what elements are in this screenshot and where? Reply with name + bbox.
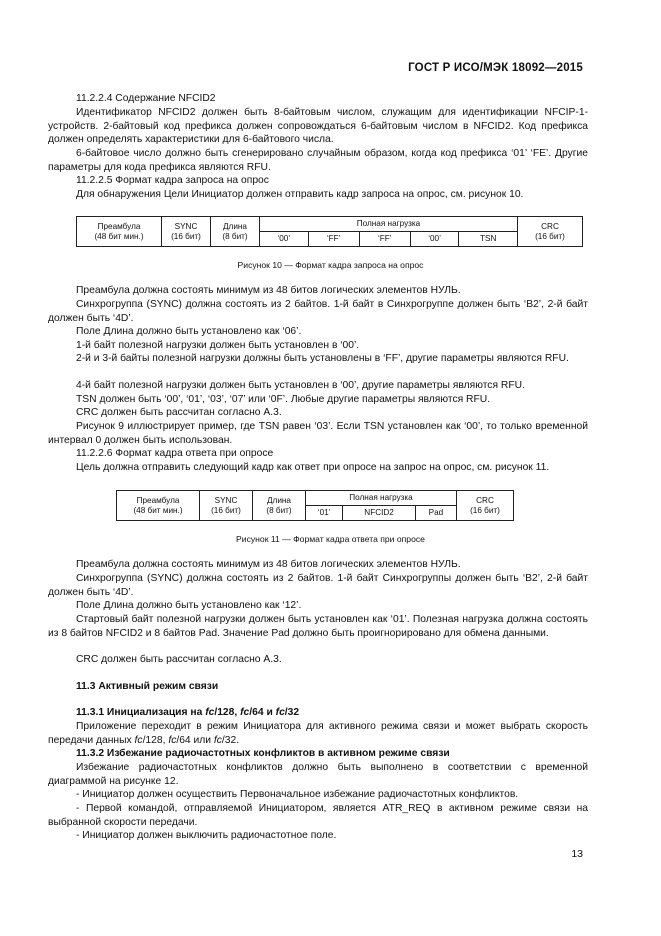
- cell-crc: CRC (16 бит): [457, 491, 514, 521]
- paragraph-crc-2: CRC должен быть рассчитан согласно А.3.: [76, 654, 282, 665]
- page-number: 13: [571, 848, 583, 860]
- paragraph-length: Поле Длина должно быть установлено как ‘06’.: [76, 326, 302, 337]
- cell-sync: SYNC (16 бит): [200, 491, 253, 521]
- paragraph-nfcid2: Идентификатор NFCID2 должен быть 8-байтовым числом, служащим для идентификации NFCIP-1-устройств. 2-байтовый код префикса должен сопровождаться 6-байтовым числом в NFCID2. Код префикса должен определять характеристики для 6-байтового числа.: [48, 107, 588, 146]
- cell-preamble: Преамбула (48 бит мин.): [117, 491, 200, 521]
- figure-10-frame-table: [76, 216, 583, 247]
- heading-11-2-2-4: 11.2.2.4 Содержание NFCID2: [76, 93, 216, 104]
- figure-11-caption: Рисунок 11 — Формат кадра ответа при опросе: [236, 534, 425, 544]
- section-11-3-title: 11.3 Активный режим связи: [76, 681, 219, 692]
- paragraph-sync: Синхрогруппа (SYNC) должна состоять из 2 байтов. 1-й байт в Синхрогруппе должен быть ‘B2’, 2-й байт должен быть ‘4D’.: [48, 299, 588, 324]
- list-item-rf-off: - Инициатор должен выключить радиочастотное поле.: [76, 830, 337, 841]
- paragraph-crc: CRC должен быть рассчитан согласно А.3.: [76, 407, 282, 418]
- paragraph-preamble-2: Преамбула должна состоять минимум из 48 битов логических элементов НУЛЬ.: [76, 559, 461, 570]
- paragraph-byte4: 4-й байт полезной нагрузки должен быть установлен в ‘00’, другие параметры являются RFU.: [76, 380, 525, 391]
- cell-sync: SYNC (16 бит): [162, 217, 211, 247]
- cell-preamble: Преамбула (48 бит мин.): [77, 217, 162, 247]
- figure-11-frame-table: [116, 490, 514, 521]
- paragraph-11-3-2-intro: Избежание радиочастотных конфликтов должно быть выполнено в соответствии с временной диаграммой на рисунке 12.: [48, 762, 588, 787]
- heading-11-2-2-5: 11.2.2.5 Формат кадра запроса на опрос: [76, 175, 269, 186]
- document-header: ГОСТ Р ИСО/МЭК 18092—2015: [408, 62, 583, 74]
- payload-tsn: TSN: [459, 232, 518, 247]
- paragraph-start-byte: Стартовый байт полезной нагрузки должен быть установлен как ‘01’. Полезная нагрузка должна состоять из 8 байтов NFCID2 и 8 байтов Pad. Значение Pad должно быть проигнорировано для обмена данными.: [48, 614, 588, 639]
- payload-byte-3: ‘FF’: [359, 232, 410, 247]
- list-item-atr-req: - Первой командой, отправляемой Инициатором, является ATR_REQ в активном режиме связи на выбранной скорости передачи.: [48, 803, 588, 828]
- paragraph-byte2-3: 2-й и 3-й байты полезной нагрузки должны быть установлены в ‘FF’, другие параметры являются RFU.: [76, 353, 569, 364]
- list-item-initial-rfca: - Инициатор должен осуществить Первоначальное избежание радиочастотных конфликтов.: [76, 789, 519, 800]
- cell-payload-label: Полная нагрузка: [306, 491, 457, 506]
- paragraph-figure10-ref: Для обнаружения Цели Инициатор должен отправить кадр запроса на опрос, см. рисунок 10.: [76, 189, 524, 200]
- paragraph-figure11-ref: Цель должна отправить следующий кадр как ответ при опросе на запрос на опрос, см. рисунок 11.: [76, 462, 550, 473]
- paragraph-tsn: TSN должен быть ‘00’, ‘01’, ‘03’, ‘07’ или ‘0F’. Любые другие параметры являются RFU.: [76, 394, 491, 405]
- cell-payload-label: Полная нагрузка: [260, 217, 518, 232]
- paragraph-random: 6-байтовое число должно быть сгенерировано случайным образом, когда код префикса ‘01’ ‘FE’. Другие параметры для кода префикса являются RFU.: [48, 148, 588, 173]
- figure-10-caption: Рисунок 10 — Формат кадра запроса на опрос: [237, 260, 424, 270]
- paragraph-11-3-1: Приложение переходит в режим Инициатора для активного режима связи и может выбрать скорость передачи данных fc/128, fc/64 или fc/32.: [48, 721, 588, 746]
- payload-pad: Pad: [415, 506, 456, 521]
- payload-byte-2: ‘FF’: [308, 232, 359, 247]
- paragraph-byte1: 1-й байт полезной нагрузки должен быть установлен в ‘00’.: [76, 340, 360, 351]
- payload-start-byte: ‘01’: [306, 506, 343, 521]
- cell-length: Длина (8 бит): [211, 217, 260, 247]
- cell-length: Длина (8 бит): [253, 491, 306, 521]
- section-11-3-2-title: 11.3.2 Избежание радиочастотных конфликтов в активном режиме связи: [76, 748, 450, 759]
- paragraph-figure9: Рисунок 9 иллюстрирует пример, где TSN равен ‘03’. Если TSN установлен как ‘00’, то только временной интервал 0 должен быть использован.: [48, 421, 588, 446]
- cell-crc: CRC (16 бит): [518, 217, 583, 247]
- payload-byte-1: ‘00’: [260, 232, 309, 247]
- heading-11-2-2-6: 11.2.2.6 Формат кадра ответа при опросе: [76, 448, 274, 459]
- paragraph-preamble: Преамбула должна состоять минимум из 48 битов логических элементов НУЛЬ.: [76, 285, 461, 296]
- paragraph-length-2: Поле Длина должно быть установлено как ‘12’.: [76, 600, 302, 611]
- payload-nfcid2: NFCID2: [343, 506, 416, 521]
- paragraph-sync-2: Синхрогруппа (SYNC) должна состоять из 2 байтов. 1-й байт Синхрогруппы должен быть ‘B2’, 2-й байт должен быть ‘4D’.: [48, 573, 588, 598]
- payload-byte-4: ‘00’: [410, 232, 459, 247]
- section-11-3-1-title: 11.3.1 Инициализация на fc/128, fc/64 и fc/32: [76, 707, 300, 718]
